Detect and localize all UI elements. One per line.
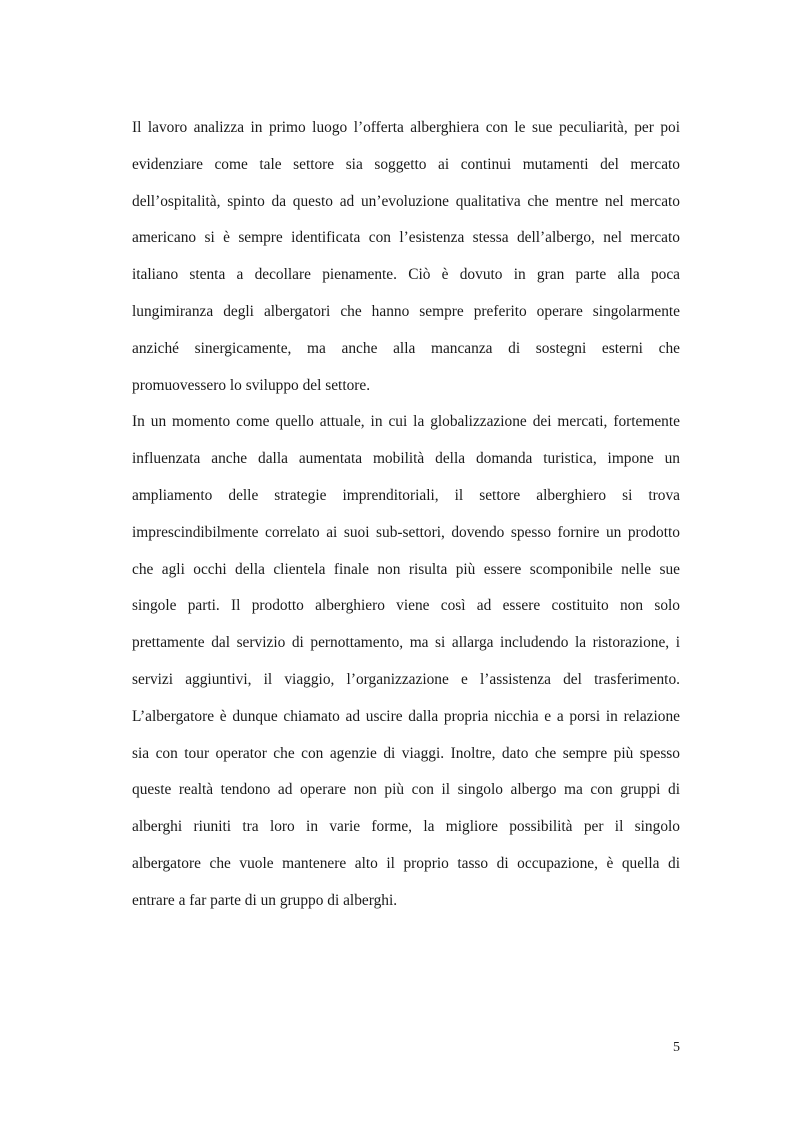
text-line: servizi aggiuntivi, il viaggio, l’organizzazione e l’assistenza del trasferimento. [132, 670, 680, 688]
text-line: imprescindibilmente correlato ai suoi sub-settori, dovendo spesso fornire un prodotto [132, 523, 680, 541]
text-line: sia con tour operator che con agenzie di viaggi. Inoltre, dato che sempre più spesso [132, 744, 680, 762]
text-line: albergatore che vuole mantenere alto il proprio tasso di occupazione, è quella di [132, 854, 680, 872]
text-line: In un momento come quello attuale, in cui la globalizzazione dei mercati, fortemente [132, 413, 680, 431]
text-line: evidenziare come tale settore sia soggetto ai continui mutamenti del mercato [132, 155, 680, 173]
text-line: americano si è sempre identificata con l’esistenza stessa dell’albergo, nel mercato [132, 229, 680, 247]
body-text [132, 110, 680, 920]
page-number: 5 [673, 1040, 680, 1055]
text-line: dell’ospitalità, spinto da questo ad un’evoluzione qualitativa che mentre nel mercato [132, 192, 680, 210]
text-line: ampliamento delle strategie imprenditoriali, il settore alberghiero si trova [132, 486, 680, 504]
text-line: influenzata anche dalla aumentata mobilità della domanda turistica, impone un [132, 450, 680, 468]
text-line: entrare a far parte di un gruppo di alberghi. [132, 891, 398, 909]
text-line: alberghi riuniti tra loro in varie forme, la migliore possibilità per il singolo [132, 818, 680, 836]
text-line: promuovessero lo sviluppo del settore. [132, 376, 371, 394]
text-line: singole parti. Il prodotto alberghiero viene così ad essere costituito non solo [132, 597, 680, 615]
text-line: Il lavoro analizza in primo luogo l’offerta alberghiera con le sue peculiarità, per poi [132, 119, 680, 136]
text-line: italiano stenta a decollare pienamente. Ciò è dovuto in gran parte alla poca [132, 266, 680, 284]
paragraph [132, 404, 680, 919]
text-line: lungimiranza degli albergatori che hanno sempre preferito operare singolarmente [132, 302, 680, 320]
text-line: che agli occhi della clientela finale non risulta più essere scomponibile nelle sue [132, 560, 680, 578]
paragraph [132, 110, 680, 404]
text-line: anziché sinergicamente, ma anche alla mancanza di sostegni esterni che [132, 339, 680, 357]
text-line: queste realtà tendono ad operare non più con il singolo albergo ma con gruppi di [132, 781, 680, 799]
text-line: prettamente dal servizio di pernottamento, ma si allarga includendo la ristorazione, i [132, 634, 680, 652]
text-line: L’albergatore è dunque chiamato ad uscire dalla propria nicchia e a porsi in relazione [132, 707, 680, 725]
